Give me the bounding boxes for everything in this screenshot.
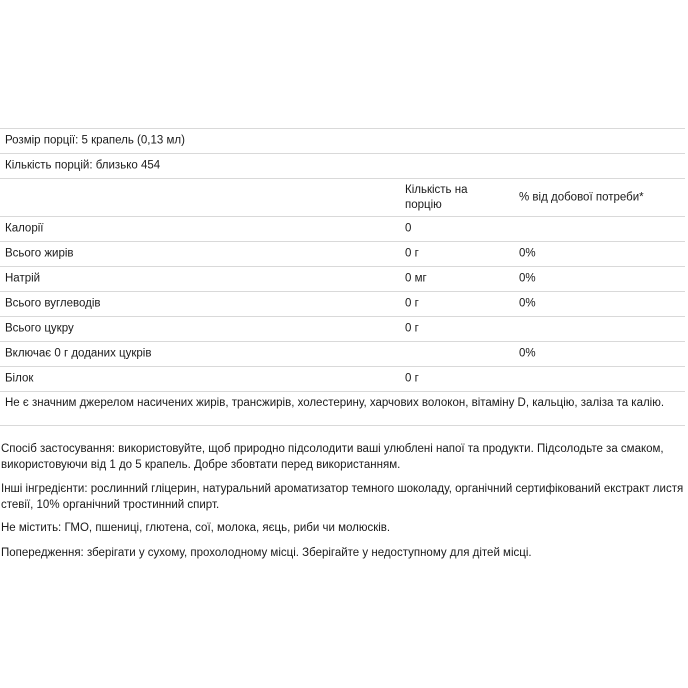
usage-text: Спосіб застосування: використовуйте, щоб природно підсолодити ваші улюблені напої та продукти. Підсолодьте за смаком, використовуючи від 1 до 5 крапель. Добре збовтати перед використанням. xyxy=(1,443,664,471)
serving-size-row xyxy=(0,129,685,154)
other-ingredients-text: Інші інгредієнти: рослинний гліцерин, натуральний ароматизатор темного шоколаду, органічний сертифікований екстракт листя стевії, 10% органічний тростинний спирт. xyxy=(1,483,684,511)
nutrient-name: Натрій xyxy=(5,272,41,285)
nutrient-dv: 0% xyxy=(519,272,536,285)
nutrient-amount: 0 xyxy=(405,222,412,235)
supplement-facts-table xyxy=(0,128,685,426)
nutrient-amount: 0 г xyxy=(405,247,419,260)
servings-count: Кількість порцій: близько 454 xyxy=(5,159,161,172)
nutrient-name: Калорії xyxy=(5,222,44,235)
amount-header: Кількість на порцію xyxy=(405,183,468,211)
nutrient-name: Всього цукру xyxy=(5,322,74,335)
warning-text: Попередження: зберігати у сухому, прохолодному місці. Зберігайте у недоступному для дітей місці. xyxy=(1,547,532,559)
nutrient-row-protein xyxy=(0,367,685,392)
nutrient-row-added-sugars xyxy=(0,342,685,367)
table-header-row xyxy=(0,179,685,217)
nutrient-dv: 0% xyxy=(519,297,536,310)
nutrient-name: Білок xyxy=(5,372,34,385)
nutrient-dv: 0% xyxy=(519,347,536,360)
nutrient-amount: 0 мг xyxy=(405,272,427,285)
nutrient-name: Всього вуглеводів xyxy=(5,297,101,310)
facts-footnote: Не є значним джерелом насичених жирів, трансжирів, холестерину, харчових волокон, вітаміну D, кальцію, заліза та калію. xyxy=(5,397,665,409)
daily-value-header: % від добової потреби* xyxy=(519,191,644,203)
facts-footnote-row xyxy=(0,392,685,426)
nutrient-name: Включає 0 г доданих цукрів xyxy=(5,347,152,360)
serving-size: Розмір порції: 5 крапель (0,13 мл) xyxy=(5,134,185,147)
nutrient-row-carbohydrates xyxy=(0,292,685,317)
nutrient-name: Всього жирів xyxy=(5,247,74,260)
nutrient-row-sodium xyxy=(0,267,685,292)
nutrient-amount: 0 г xyxy=(405,372,419,385)
servings-count-row xyxy=(0,154,685,179)
nutrient-amount: 0 г xyxy=(405,297,419,310)
nutrient-row-calories xyxy=(0,217,685,242)
does-not-contain-text: Не містить: ГМО, пшениці, глютена, сої, молока, яєць, риби чи молюсків. xyxy=(1,522,391,534)
nutrient-row-sugars xyxy=(0,317,685,342)
nutrient-amount: 0 г xyxy=(405,322,419,335)
nutrient-row-total-fat xyxy=(0,242,685,267)
nutrient-dv: 0% xyxy=(519,247,536,260)
